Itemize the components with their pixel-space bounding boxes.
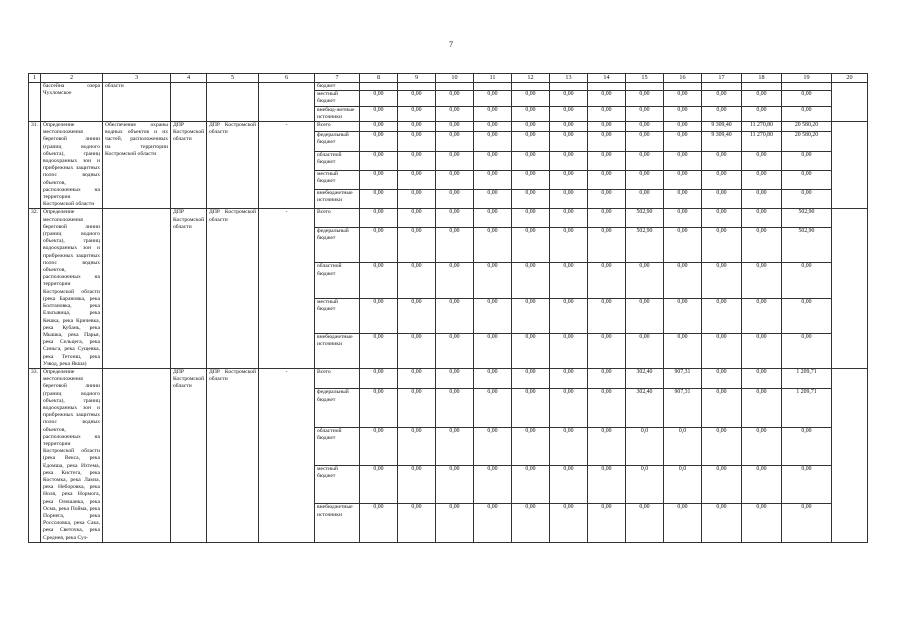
amount-cell	[626, 83, 664, 91]
amount-cell: 0,00	[782, 263, 832, 298]
amount-cell: 9 309,40	[702, 122, 742, 132]
amount-cell: 0,00	[474, 122, 512, 132]
amount-cell: 0,00	[474, 170, 512, 189]
amount-cell: 0,00	[626, 151, 664, 170]
amount-cell: 0,00	[436, 466, 474, 504]
amount-cell: 0,00	[782, 190, 832, 209]
amount-cell: 0,00	[436, 151, 474, 170]
amount-cell: 0,00	[360, 389, 398, 427]
activity-goal: области	[103, 83, 171, 122]
amount-cell: 0,00	[782, 170, 832, 189]
amount-cell: 0,00	[702, 170, 742, 189]
amount-cell	[512, 83, 550, 91]
responsible-executor: ДПР Костромской области	[171, 122, 207, 209]
amount-cell: 0,00	[550, 151, 588, 170]
funding-source: местный бюджет	[315, 298, 360, 333]
amount-cell: 0,00	[550, 389, 588, 427]
amount-cell	[664, 83, 702, 91]
amount-cell: 0,00	[512, 106, 550, 121]
amount-cell: 0,00	[664, 91, 702, 106]
amount-cell: 0,00	[588, 91, 626, 106]
amount-cell: 0,00	[588, 190, 626, 209]
amount-cell: 0,00	[360, 263, 398, 298]
amount-cell: 0,00	[512, 298, 550, 333]
amount-cell: 0,00	[588, 466, 626, 504]
row-number: 33.	[29, 368, 41, 542]
co-executor: ДПР Костромской области	[207, 209, 259, 368]
amount-cell: 0,00	[626, 333, 664, 368]
page-number: 7	[449, 40, 453, 49]
amount-cell: 0,00	[588, 106, 626, 121]
column-number: 17	[702, 74, 742, 83]
amount-cell: 0,00	[588, 122, 626, 132]
column-number: 20	[832, 74, 868, 83]
row-number: 31.	[29, 122, 41, 209]
amount-cell: 0,00	[398, 263, 436, 298]
amount-cell: 0,0	[664, 466, 702, 504]
amount-cell: 0,00	[398, 132, 436, 151]
amount-cell: 0,00	[702, 190, 742, 209]
amount-cell: 0,00	[626, 298, 664, 333]
amount-cell: 0,00	[398, 209, 436, 228]
amount-cell: 0,00	[588, 209, 626, 228]
amount-cell: 0,00	[436, 190, 474, 209]
amount-cell: 0,00	[664, 263, 702, 298]
amount-cell: 0,00	[702, 333, 742, 368]
amount-cell: 0,00	[436, 209, 474, 228]
amount-cell: 502,90	[626, 228, 664, 263]
amount-cell: 20 580,20	[782, 132, 832, 151]
amount-cell: 0,00	[436, 333, 474, 368]
column-number: 4	[171, 74, 207, 83]
amount-cell: 9 309,40	[702, 132, 742, 151]
amount-cell: 0,00	[742, 170, 782, 189]
amount-cell: 907,31	[664, 389, 702, 427]
amount-cell: 0,00	[664, 132, 702, 151]
activity-name: Определение местоположения береговой линии (границ водного объекта), границ водоохранных зон и прибрежных защитных полос водных объектов, расположенных на территории Костромской области (река Барановка, река Болтановка, река Ельтывица, река Кешка, река Кричевка, река Кубань, река Мышка, река Парья, река Сельцега, река Синьга, река Сущевка, река Тетонш, река Узвод, река Якша)	[41, 209, 103, 368]
row-number: 32.	[29, 209, 41, 368]
amount-cell: 0,00	[360, 151, 398, 170]
amount-cell: 0,00	[664, 228, 702, 263]
funding-source: федеральный бюджет	[315, 389, 360, 427]
amount-cell: 0,00	[398, 151, 436, 170]
amount-cell: 0,00	[360, 427, 398, 465]
amount-cell: 0,00	[550, 298, 588, 333]
amount-cell: 0,00	[702, 151, 742, 170]
amount-cell: 0,00	[782, 298, 832, 333]
amount-cell: 0,00	[626, 132, 664, 151]
amount-cell: 0,00	[550, 122, 588, 132]
column-number: 6	[259, 74, 315, 83]
amount-cell: 0,00	[702, 91, 742, 106]
column-number: 5	[207, 74, 259, 83]
amount-cell: 0,00	[664, 151, 702, 170]
amount-cell: 0,00	[474, 298, 512, 333]
amount-cell: 0,00	[474, 190, 512, 209]
amount-cell: 0,00	[664, 170, 702, 189]
amount-cell: 0,00	[474, 389, 512, 427]
table-row	[29, 83, 868, 91]
amount-cell: 0,00	[512, 228, 550, 263]
funding-source: федеральный бюджет	[315, 228, 360, 263]
amount-cell: 0,00	[742, 333, 782, 368]
amount-cell: 0,00	[360, 170, 398, 189]
funding-source: федеральный бюджет	[315, 132, 360, 151]
amount-cell: 0,00	[742, 466, 782, 504]
amount-cell: 0,00	[474, 151, 512, 170]
amount-cell: 0,00	[702, 427, 742, 465]
amount-cell: 0,00	[436, 122, 474, 132]
funding-source: местный бюджет	[315, 466, 360, 504]
amount-cell: 0,0	[626, 466, 664, 504]
amount-cell: 0,00	[588, 132, 626, 151]
amount-cell: 0,00	[436, 368, 474, 388]
amount-cell: 0,00	[360, 209, 398, 228]
column-20-cell	[832, 83, 868, 122]
funding-source: местный бюджет	[315, 91, 360, 106]
amount-cell: 0,00	[664, 504, 702, 542]
amount-cell: 0,00	[742, 151, 782, 170]
amount-cell	[782, 83, 832, 91]
amount-cell: 0,00	[550, 228, 588, 263]
amount-cell: 0,00	[512, 427, 550, 465]
amount-cell: 0,00	[550, 106, 588, 121]
column-number: 19	[782, 74, 832, 83]
amount-cell: 0,00	[512, 263, 550, 298]
amount-cell: 0,00	[588, 333, 626, 368]
amount-cell	[360, 83, 398, 91]
amount-cell: 0,00	[664, 106, 702, 121]
amount-cell: 0,00	[550, 427, 588, 465]
amount-cell: 0,00	[474, 209, 512, 228]
responsible-executor: ДПР Костромской области	[171, 368, 207, 542]
amount-cell	[742, 83, 782, 91]
amount-cell: 0,00	[474, 333, 512, 368]
amount-cell	[474, 83, 512, 91]
amount-cell: 0,00	[512, 170, 550, 189]
amount-cell: 0,00	[588, 151, 626, 170]
table-row	[29, 368, 868, 388]
amount-cell: 907,31	[664, 368, 702, 388]
amount-cell: 11 270,80	[742, 122, 782, 132]
column-number: 7	[315, 74, 360, 83]
amount-cell: 0,00	[782, 106, 832, 121]
amount-cell: 0,00	[398, 427, 436, 465]
amount-cell: 0,00	[550, 132, 588, 151]
amount-cell: 0,00	[664, 298, 702, 333]
amount-cell: 0,00	[474, 368, 512, 388]
activity-goal: Обеспечение охраны водных объектов и их частей, расположенных на территории Костромской области	[103, 122, 171, 209]
table-row	[29, 209, 868, 228]
amount-cell: 0,00	[398, 122, 436, 132]
column-number: 18	[742, 74, 782, 83]
column-number: 13	[550, 74, 588, 83]
amount-cell: 0,00	[664, 209, 702, 228]
amount-cell: 0,00	[550, 504, 588, 542]
amount-cell: 0,00	[360, 91, 398, 106]
co-executor	[207, 83, 259, 122]
amount-cell: 0,00	[436, 298, 474, 333]
amount-cell: 0,00	[436, 228, 474, 263]
co-executor: ДПР Костромской области	[207, 122, 259, 209]
amount-cell: 0,00	[626, 106, 664, 121]
amount-cell: 0,00	[550, 190, 588, 209]
funding-source: областной бюджет	[315, 427, 360, 465]
column-number: 9	[398, 74, 436, 83]
funding-source: бюджет	[315, 83, 360, 91]
amount-cell: 0,00	[474, 427, 512, 465]
amount-cell: 0,00	[360, 368, 398, 388]
amount-cell: 0,00	[626, 170, 664, 189]
activity-name: Определение местоположения береговой линии (границ водного объекта), границ водоохранных зон и прибрежных защитных полос водных объектов, расположенных на территории Костромской области	[41, 122, 103, 209]
amount-cell: 0,00	[436, 263, 474, 298]
indicator: -	[259, 122, 315, 209]
amount-cell: 0,00	[512, 333, 550, 368]
amount-cell: 1 209,71	[782, 389, 832, 427]
amount-cell: 502,90	[782, 228, 832, 263]
amount-cell: 0,00	[742, 298, 782, 333]
funding-source: внебюджетные источники	[315, 333, 360, 368]
amount-cell: 0,00	[512, 151, 550, 170]
amount-cell	[550, 83, 588, 91]
column-20-cell	[832, 368, 868, 542]
amount-cell: 0,00	[474, 228, 512, 263]
amount-cell: 0,00	[742, 209, 782, 228]
indicator: -	[259, 368, 315, 542]
amount-cell: 0,00	[664, 122, 702, 132]
indicator	[259, 83, 315, 122]
amount-cell: 0,00	[512, 132, 550, 151]
amount-cell: 0,00	[742, 263, 782, 298]
amount-cell: 0,00	[702, 466, 742, 504]
amount-cell: 0,00	[360, 122, 398, 132]
amount-cell: 0,00	[360, 228, 398, 263]
amount-cell	[588, 83, 626, 91]
amount-cell: 0,00	[550, 466, 588, 504]
amount-cell: 302,40	[626, 389, 664, 427]
amount-cell: 0,00	[550, 333, 588, 368]
amount-cell: 0,00	[360, 466, 398, 504]
column-number: 12	[512, 74, 550, 83]
amount-cell: 0,00	[398, 504, 436, 542]
funding-source: областной бюджет	[315, 151, 360, 170]
amount-cell: 0,00	[742, 427, 782, 465]
column-number: 8	[360, 74, 398, 83]
amount-cell: 0,00	[742, 368, 782, 388]
amount-cell: 0,00	[588, 389, 626, 427]
amount-cell: 0,00	[664, 190, 702, 209]
amount-cell: 0,00	[588, 368, 626, 388]
amount-cell: 0,00	[512, 190, 550, 209]
amount-cell: 0,00	[512, 209, 550, 228]
column-number: 14	[588, 74, 626, 83]
responsible-executor: ДПР Костромской области	[171, 209, 207, 368]
amount-cell: 0,00	[782, 504, 832, 542]
amount-cell: 0,00	[512, 91, 550, 106]
amount-cell: 0,00	[742, 504, 782, 542]
amount-cell: 0,00	[702, 389, 742, 427]
amount-cell: 0,00	[782, 427, 832, 465]
amount-cell	[398, 83, 436, 91]
funding-source: Всего	[315, 209, 360, 228]
funding-source: областной бюджет	[315, 263, 360, 298]
amount-cell: 0,00	[512, 368, 550, 388]
column-number: 1	[29, 74, 41, 83]
amount-cell: 0,00	[702, 368, 742, 388]
amount-cell: 0,00	[626, 263, 664, 298]
amount-cell: 302,40	[626, 368, 664, 388]
amount-cell: 0,00	[512, 389, 550, 427]
amount-cell: 0,00	[782, 91, 832, 106]
table-row	[29, 122, 868, 132]
amount-cell: 0,00	[702, 298, 742, 333]
funding-source: внебюджетные источники	[315, 190, 360, 209]
amount-cell: 0,00	[588, 298, 626, 333]
amount-cell: 0,00	[398, 106, 436, 121]
budget-table	[28, 73, 868, 543]
amount-cell: 0,00	[588, 170, 626, 189]
column-number: 16	[664, 74, 702, 83]
co-executor: ДПР Костромской области	[207, 368, 259, 542]
amount-cell: 11 270,80	[742, 132, 782, 151]
amount-cell: 0,00	[360, 333, 398, 368]
amount-cell: 0,00	[702, 228, 742, 263]
column-20-cell	[832, 209, 868, 368]
amount-cell: 0,00	[474, 106, 512, 121]
amount-cell: 0,00	[360, 106, 398, 121]
amount-cell: 0,00	[550, 209, 588, 228]
amount-cell: 502,90	[626, 209, 664, 228]
amount-cell: 0,00	[436, 106, 474, 121]
amount-cell: 0,00	[512, 122, 550, 132]
amount-cell: 0,00	[702, 263, 742, 298]
column-20-cell	[832, 122, 868, 209]
amount-cell: 0,00	[626, 122, 664, 132]
amount-cell: 1 209,71	[782, 368, 832, 388]
amount-cell: 0,00	[742, 228, 782, 263]
indicator: -	[259, 209, 315, 368]
amount-cell: 0,00	[360, 132, 398, 151]
amount-cell: 0,00	[398, 368, 436, 388]
amount-cell: 0,00	[398, 333, 436, 368]
amount-cell: 0,00	[360, 190, 398, 209]
amount-cell: 0,00	[398, 170, 436, 189]
amount-cell: 0,00	[474, 91, 512, 106]
amount-cell: 0,00	[474, 466, 512, 504]
amount-cell: 0,00	[742, 91, 782, 106]
funding-source: внебюд-жетные источники	[315, 106, 360, 121]
amount-cell: 0,00	[436, 427, 474, 465]
amount-cell: 0,00	[702, 106, 742, 121]
amount-cell: 0,00	[398, 228, 436, 263]
amount-cell: 0,00	[436, 91, 474, 106]
amount-cell: 0,00	[782, 151, 832, 170]
amount-cell: 0,00	[626, 504, 664, 542]
amount-cell: 0,00	[664, 333, 702, 368]
amount-cell: 0,00	[398, 190, 436, 209]
amount-cell	[436, 83, 474, 91]
amount-cell: 0,00	[742, 389, 782, 427]
amount-cell: 0,00	[474, 504, 512, 542]
amount-cell: 0,00	[436, 132, 474, 151]
amount-cell: 0,00	[436, 389, 474, 427]
amount-cell: 0,00	[626, 190, 664, 209]
amount-cell: 0,00	[398, 389, 436, 427]
funding-source: внебюджетные источники	[315, 504, 360, 542]
amount-cell: 502,90	[782, 209, 832, 228]
amount-cell: 0,00	[742, 190, 782, 209]
funding-source: местный бюджет	[315, 170, 360, 189]
column-number-row	[29, 74, 868, 83]
column-number: 11	[474, 74, 512, 83]
column-number: 15	[626, 74, 664, 83]
amount-cell: 0,00	[474, 132, 512, 151]
activity-name: Определение местоположения береговой линии (границ водного объекта), границ водоохранных зон и прибрежных защитных полос водных объектов, расположенных на территории Костромской области (река Векса, река Едомша, река Ихтема, река Кистега, река Костомка, река Ламза, река Неборовка, река Ноля, река Нормога, река Олешанка, река Осма, река Пойма, река Порнега, река Россоловка, река Сака, река Светочка, река Среднея, река Суз-	[41, 368, 103, 542]
amount-cell: 0,00	[702, 209, 742, 228]
amount-cell: 0,00	[360, 504, 398, 542]
amount-cell: 0,00	[550, 170, 588, 189]
amount-cell: 0,00	[782, 466, 832, 504]
amount-cell: 0,00	[512, 466, 550, 504]
amount-cell: 0,0	[664, 427, 702, 465]
amount-cell: 0,00	[474, 263, 512, 298]
amount-cell: 0,00	[742, 106, 782, 121]
column-number: 3	[103, 74, 171, 83]
amount-cell: 0,00	[588, 427, 626, 465]
row-number	[29, 83, 41, 122]
activity-goal	[103, 209, 171, 368]
responsible-executor	[171, 83, 207, 122]
column-number: 2	[41, 74, 103, 83]
amount-cell: 0,00	[588, 263, 626, 298]
amount-cell: 0,00	[512, 504, 550, 542]
amount-cell: 0,00	[398, 91, 436, 106]
amount-cell	[702, 83, 742, 91]
amount-cell: 0,00	[360, 298, 398, 333]
amount-cell: 0,00	[436, 170, 474, 189]
column-number: 10	[436, 74, 474, 83]
amount-cell: 0,00	[550, 368, 588, 388]
amount-cell: 20 580,20	[782, 122, 832, 132]
funding-source: Всего	[315, 368, 360, 388]
amount-cell: 0,00	[398, 298, 436, 333]
activity-name: бассейна озера Чухломское	[41, 83, 103, 122]
activity-goal	[103, 368, 171, 542]
amount-cell: 0,00	[398, 466, 436, 504]
amount-cell: 0,00	[626, 91, 664, 106]
amount-cell: 0,00	[702, 504, 742, 542]
amount-cell: 0,00	[550, 91, 588, 106]
amount-cell: 0,00	[782, 333, 832, 368]
amount-cell: 0,0	[626, 427, 664, 465]
funding-source: Всего	[315, 122, 360, 132]
amount-cell: 0,00	[588, 504, 626, 542]
amount-cell: 0,00	[588, 228, 626, 263]
amount-cell: 0,00	[436, 504, 474, 542]
amount-cell: 0,00	[550, 263, 588, 298]
